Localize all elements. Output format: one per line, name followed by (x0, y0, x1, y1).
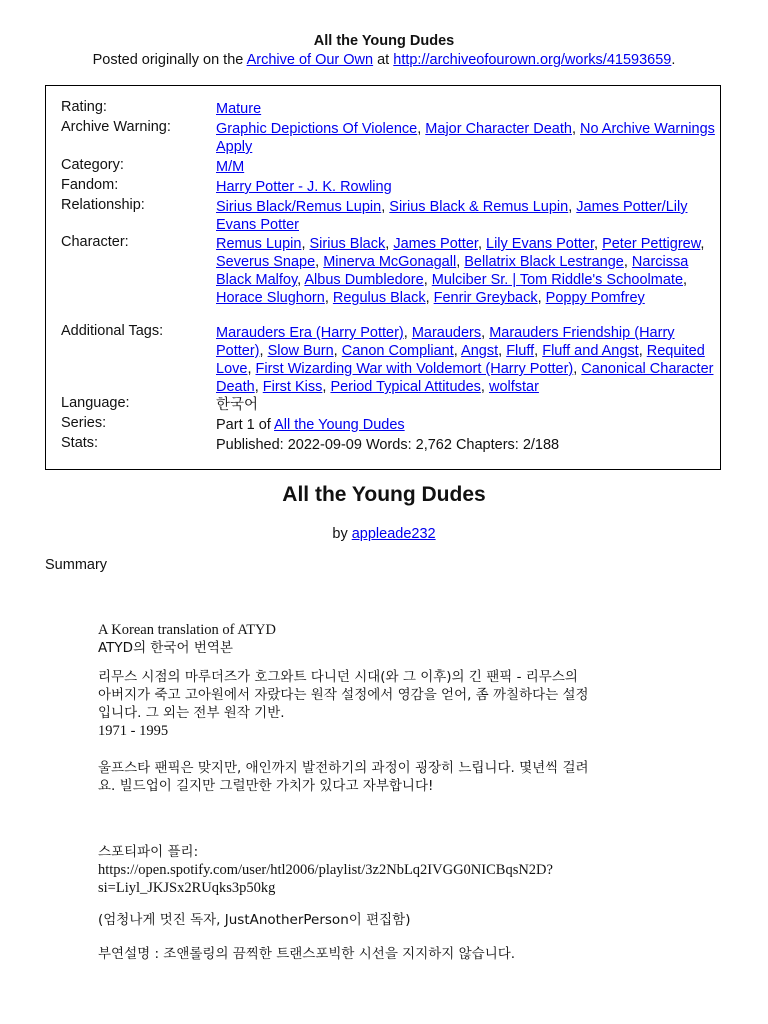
character-link[interactable]: Fenrir Greyback (433, 290, 538, 306)
stats-label: Stats: (61, 435, 99, 451)
character-link[interactable]: Narcissa Black Malfoy (216, 254, 689, 288)
tag-link[interactable]: Marauders Friendship (Harry Potter) (216, 325, 675, 359)
summary-line: ATYD의 한국어 번역본 (98, 640, 233, 656)
series-link[interactable]: All the Young Dudes (274, 417, 405, 433)
language-label: Language: (61, 395, 130, 411)
summary-block-playlist (98, 843, 698, 897)
summary-heading: Summary (45, 557, 108, 573)
warning-link[interactable]: No Archive Warnings Apply (216, 121, 715, 155)
by-text: by (332, 526, 352, 542)
relationship-link[interactable]: James Potter/Lily Evans Potter (216, 199, 688, 233)
tag-link[interactable]: Fluff and Angst (542, 343, 639, 359)
author-link[interactable]: appleade232 (351, 526, 436, 542)
work-title: All the Young Dudes (282, 483, 486, 506)
character-link[interactable]: Remus Lupin (216, 236, 302, 252)
character-link[interactable]: Lily Evans Potter (486, 236, 594, 252)
summary-block-editor (98, 911, 698, 929)
character-link[interactable]: Horace Slughorn (216, 290, 325, 306)
tag-link[interactable]: First Wizarding War with Voldemort (Harry Potter) (255, 361, 574, 377)
category-link[interactable]: M/M (216, 159, 245, 175)
rating-link[interactable]: Mature (216, 101, 262, 117)
series-label: Series: (61, 415, 107, 431)
character-label: Character: (61, 234, 129, 250)
summary-block-wolfstar (98, 759, 698, 795)
tag-link[interactable]: Fluff (506, 343, 535, 359)
byline (0, 526, 768, 542)
tag-link[interactable]: First Kiss (262, 379, 323, 395)
tags-label: Additional Tags: (61, 323, 164, 339)
document-header (0, 32, 768, 70)
playlist-url: si=Liyl_JKJSx2RUqks3p50kg (98, 880, 276, 896)
summary-line: 입니다. 그 외는 전부 원작 기반. (98, 705, 285, 721)
summary-line: 1971 - 1995 (98, 723, 169, 739)
tag-link[interactable]: Requited Love (216, 343, 705, 377)
summary-block-intro (98, 621, 698, 657)
work-url-link[interactable]: http://archiveofourown.org/works/41593659 (393, 52, 672, 68)
character-link[interactable]: Albus Dumbledore (304, 272, 424, 288)
summary-block-description (98, 668, 698, 740)
stats-value: Published: 2022-09-09 Words: 2,762 Chapters: 2/188 (216, 437, 560, 453)
series-prefix: Part 1 of (216, 417, 275, 433)
tag-link[interactable]: Angst (461, 343, 499, 359)
character-link[interactable]: Poppy Pomfrey (545, 290, 645, 306)
tag-link[interactable]: Period Typical Attitudes (330, 379, 481, 395)
relationship-label: Relationship: (61, 197, 145, 213)
character-link[interactable]: Peter Pettigrew (602, 236, 701, 252)
relationship-link[interactable]: Sirius Black & Remus Lupin (389, 199, 569, 215)
character-link[interactable]: Regulus Black (332, 290, 426, 306)
at-text: at (373, 52, 394, 68)
character-link[interactable]: Mulciber Sr. | Tom Riddle's Schoolmate (431, 272, 684, 288)
archive-link[interactable]: Archive of Our Own (246, 52, 374, 68)
summary-line: 아버지가 죽고 고아원에서 자랐다는 원작 설정에서 영감을 얻어, 좀 까칠하다는 설정 (98, 687, 589, 703)
summary-line: 스포티파이 플리: (98, 844, 199, 860)
warning-link[interactable]: Major Character Death (425, 121, 572, 137)
character-link[interactable]: Bellatrix Black Lestrange (464, 254, 624, 270)
tag-link[interactable]: Marauders Era (Harry Potter) (216, 325, 404, 341)
period-text: . (671, 52, 676, 68)
language-value: 한국어 (216, 397, 259, 413)
tag-link[interactable]: Canonical Character Death (216, 361, 714, 395)
posted-line (0, 51, 768, 70)
tag-link[interactable]: Slow Burn (267, 343, 334, 359)
character-link[interactable]: Minerva McGonagall (323, 254, 457, 270)
summary-line: A Korean translation of ATYD (98, 622, 276, 638)
rating-label: Rating: (61, 99, 107, 115)
character-link[interactable]: James Potter (393, 236, 478, 252)
fandom-label: Fandom: (61, 177, 119, 193)
fandom-link[interactable]: Harry Potter - J. K. Rowling (216, 179, 392, 195)
relationship-link[interactable]: Sirius Black/Remus Lupin (216, 199, 382, 215)
posted-prefix: Posted originally on the (92, 52, 247, 68)
work-meta-box: Rating: Mature Archive Warning: Graphic Depictions Of Violence, Major Character Death, No Archive Warnings Apply Category: M/M Fandom: Harry Potter - J. K. Rowling Relationship: Sirius Black/Remus Lupin, Sirius Black & Remus Lupin, James Potter/Lily Evans Potter Character: Remus Lupin, Sirius Black, James Potter, Lily Evans Potter, Peter Pettigrew, Severus Snape, Minerva McGonagall, Bellatrix Black Lestrange, Narcissa Black Malfoy, Albus Dumbledore, Mulciber Sr. | Tom Riddle's Schoolmate, Horace Slughorn, Regulus Black, Fenrir Greyback, Poppy Pomfrey Additional Tags: Marauders Era (Harry Potter), Marauders, Marauders Friendship (Harry Potter), Slow Burn, Canon Compliant, Angst, Fluff, Fluff and Angst, Requited Love, First Wizarding War with Voldemort (Harry Potter), Canonical Character Death, First Kiss, Period Typical Attitudes, wolfstar Language: 한국어 Series: Part 1 of All the Young Dudes Stats: Published: 2022-09-09 Words: 2,762 Chapters: 2/188 (45, 85, 721, 470)
warning-label: Archive Warning: (61, 119, 171, 135)
header-title: All the Young Dudes (313, 33, 455, 49)
summary-line: 요. 빌드업이 길지만 그럴만한 가치가 있다고 자부합니다! (98, 778, 434, 794)
tag-link[interactable]: wolfstar (488, 379, 539, 395)
summary-line: 울프스타 팬픽은 맞지만, 애인까지 발전하기의 과정이 굉장히 느립니다. 몇년씩 걸려 (98, 760, 589, 776)
character-link[interactable]: Sirius Black (309, 236, 386, 252)
summary-line: (엄청나게 멋진 독자, JustAnotherPerson이 편집함) (98, 912, 411, 928)
character-link[interactable]: Severus Snape (216, 254, 316, 270)
warning-link[interactable]: Graphic Depictions Of Violence (216, 121, 418, 137)
playlist-url: https://open.spotify.com/user/htl2006/playlist/3z2NbLq2IVGG0NICBqsN2D? (98, 862, 553, 878)
tag-link[interactable]: Marauders (411, 325, 482, 341)
tag-link[interactable]: Canon Compliant (341, 343, 454, 359)
category-label: Category: (61, 157, 124, 173)
summary-block-disclaimer (98, 945, 698, 963)
summary-line: 부연설명 : 조앤롤링의 끔찍한 트랜스포빅한 시선을 지지하지 않습니다. (98, 946, 516, 962)
summary-line: 리무스 시점의 마루더즈가 호그와트 다니던 시대(와 그 이후)의 긴 팬픽 - 리무스의 (98, 669, 578, 685)
